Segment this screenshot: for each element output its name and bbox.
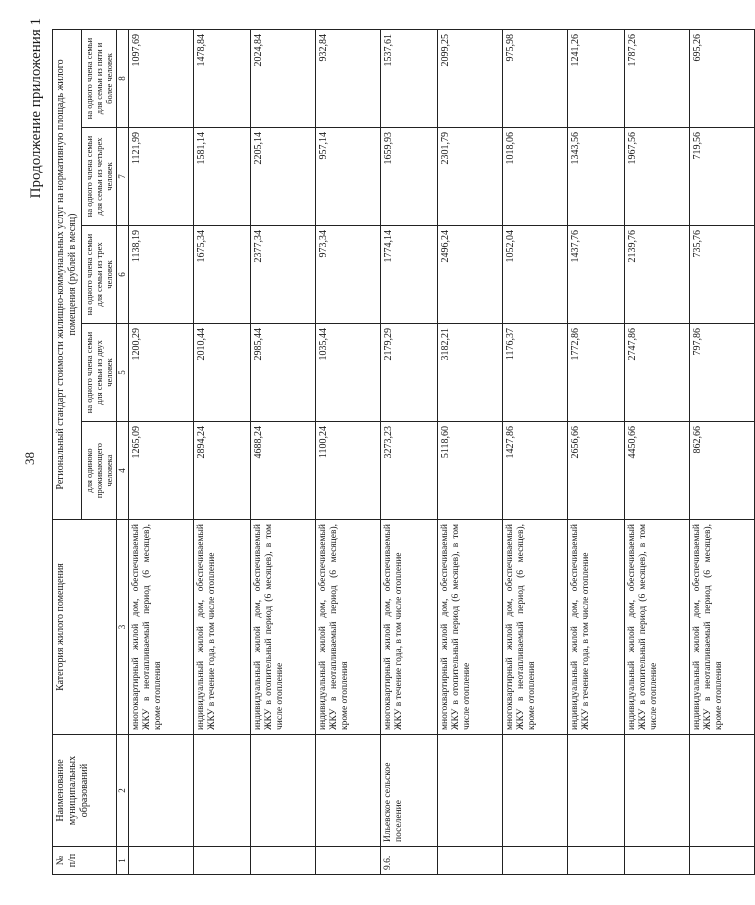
value-single: 862,66 <box>690 422 755 520</box>
row-category: многоквартирный жилой дом, обеспечиваемый ЖКУ в отопительный период (6 месяцев), в том числе отопление <box>438 520 503 735</box>
row-number <box>568 847 625 875</box>
value-family-4: 2205,14 <box>251 128 316 226</box>
tariff-table <box>52 29 755 875</box>
row-municipality <box>129 735 194 847</box>
table-row <box>438 29 503 874</box>
value-single: 2656,66 <box>568 422 625 520</box>
row-category: индивидуальный жилой дом, обеспечиваемый ЖКУ в неотапливаемый период (6 месяцев), кроме отопления <box>316 520 381 735</box>
value-family-4: 1121,99 <box>129 128 194 226</box>
row-number <box>194 847 251 875</box>
table-row <box>316 29 381 874</box>
page-number: 38 <box>22 452 37 465</box>
value-family-3: 2377,34 <box>251 226 316 324</box>
value-family-5plus: 932,84 <box>316 29 381 127</box>
row-category: индивидуальный жилой дом, обеспечиваемый ЖКУ в отопительный период (6 месяцев), в том числе отопление <box>625 520 690 735</box>
subheader-family-3: на одного члена семьи для семьи из трех человек <box>82 226 117 324</box>
table-row <box>381 29 438 874</box>
row-number <box>129 847 194 875</box>
value-family-3: 973,34 <box>316 226 381 324</box>
value-family-4: 1659,93 <box>381 128 438 226</box>
row-municipality <box>251 735 316 847</box>
table-row <box>129 29 194 874</box>
value-single: 1100,24 <box>316 422 381 520</box>
header-standard-group: Региональный стандарт стоимости жилищно-коммунальных услуг на нормативную площадь жилого помещения (рублей в месяц) <box>53 29 82 519</box>
value-single: 1265,09 <box>129 422 194 520</box>
value-family-5plus: 1537,61 <box>381 29 438 127</box>
header-municipality: Наименование муниципальных образований <box>53 735 117 847</box>
value-family-3: 1774,14 <box>381 226 438 324</box>
value-family-2: 1035,44 <box>316 324 381 422</box>
value-family-3: 2139,76 <box>625 226 690 324</box>
row-number <box>503 847 568 875</box>
row-category: индивидуальный жилой дом, обеспечиваемый ЖКУ в течение года, в том числе отопление <box>194 520 251 735</box>
row-number <box>251 847 316 875</box>
header-no: № п/п <box>53 847 117 875</box>
table-row <box>503 29 568 874</box>
row-number <box>625 847 690 875</box>
value-family-2: 2179,29 <box>381 324 438 422</box>
column-index: 1 <box>117 847 129 875</box>
row-number <box>438 847 503 875</box>
value-family-5plus: 695,26 <box>690 29 755 127</box>
row-number: 9.6. <box>381 847 438 875</box>
value-family-5plus: 1478,84 <box>194 29 251 127</box>
column-index: 4 <box>117 422 129 520</box>
row-category: многоквартирный жилой дом, обеспечиваемый ЖКУ в неотапливаемый период (6 месяцев), кроме отопления <box>129 520 194 735</box>
value-family-3: 1437,76 <box>568 226 625 324</box>
column-index: 3 <box>117 520 129 735</box>
subheader-family-5plus: на одного члена семьи для семьи из пяти и более человек <box>82 29 117 127</box>
column-index: 8 <box>117 29 129 127</box>
column-index: 5 <box>117 324 129 422</box>
value-family-4: 1343,56 <box>568 128 625 226</box>
subheader-family-4: на одного члена семьи для семьи из четырех человек <box>82 128 117 226</box>
value-single: 4450,66 <box>625 422 690 520</box>
value-family-5plus: 2099,25 <box>438 29 503 127</box>
value-family-5plus: 975,98 <box>503 29 568 127</box>
value-family-3: 2496,24 <box>438 226 503 324</box>
row-number <box>316 847 381 875</box>
value-family-3: 1052,04 <box>503 226 568 324</box>
value-single: 2894,24 <box>194 422 251 520</box>
table-row <box>690 29 755 874</box>
value-single: 4688,24 <box>251 422 316 520</box>
row-municipality <box>503 735 568 847</box>
row-category: индивидуальный жилой дом, обеспечиваемый ЖКУ в отопительный период (6 месяцев), в том числе отопление <box>251 520 316 735</box>
value-family-2: 2747,86 <box>625 324 690 422</box>
value-single: 3273,23 <box>381 422 438 520</box>
value-family-2: 1772,86 <box>568 324 625 422</box>
value-family-4: 1581,14 <box>194 128 251 226</box>
table-row <box>251 29 316 874</box>
table-row <box>194 29 251 874</box>
value-family-3: 1675,34 <box>194 226 251 324</box>
row-municipality <box>438 735 503 847</box>
value-family-4: 2301,79 <box>438 128 503 226</box>
value-family-2: 1176,37 <box>503 324 568 422</box>
value-family-2: 797,86 <box>690 324 755 422</box>
row-category: индивидуальный жилой дом, обеспечиваемый ЖКУ в течение года, в том числе отопление <box>568 520 625 735</box>
value-family-4: 719,56 <box>690 128 755 226</box>
header-category: Категория жилого помещения <box>53 520 117 735</box>
value-family-5plus: 1097,69 <box>129 29 194 127</box>
row-municipality <box>690 735 755 847</box>
value-family-2: 1200,29 <box>129 324 194 422</box>
row-category: многоквартирный жилой дом, обеспечиваемый ЖКУ в неотапливаемый период (6 месяцев), кроме отопления <box>503 520 568 735</box>
value-family-2: 2985,44 <box>251 324 316 422</box>
value-family-5plus: 2024,84 <box>251 29 316 127</box>
row-category: многоквартирный жилой дом, обеспечиваемый ЖКУ в течение года, в том числе отопление <box>381 520 438 735</box>
value-family-2: 3182,21 <box>438 324 503 422</box>
appendix-label: Продолжение приложения 1 <box>28 18 44 199</box>
row-municipality <box>194 735 251 847</box>
value-family-3: 735,76 <box>690 226 755 324</box>
value-family-4: 1018,06 <box>503 128 568 226</box>
row-municipality <box>316 735 381 847</box>
column-index: 2 <box>117 735 129 847</box>
value-family-4: 957,14 <box>316 128 381 226</box>
column-index-row <box>117 29 129 874</box>
column-index: 7 <box>117 128 129 226</box>
row-number <box>690 847 755 875</box>
row-municipality: Ильевское сельское поселение <box>381 735 438 847</box>
value-family-5plus: 1241,26 <box>568 29 625 127</box>
row-municipality <box>568 735 625 847</box>
value-family-3: 1138,19 <box>129 226 194 324</box>
subheader-single: для одиноко проживающего человека <box>82 422 117 520</box>
value-family-4: 1967,56 <box>625 128 690 226</box>
value-single: 5118,60 <box>438 422 503 520</box>
value-single: 1427,86 <box>503 422 568 520</box>
value-family-5plus: 1787,26 <box>625 29 690 127</box>
row-category: индивидуальный жилой дом, обеспечиваемый ЖКУ в неотапливаемый период (6 месяцев), кроме отопления <box>690 520 755 735</box>
subheader-family-2: на одного члена семьи для семьи из двух человек <box>82 324 117 422</box>
column-index: 6 <box>117 226 129 324</box>
table-row <box>568 29 625 874</box>
row-municipality <box>625 735 690 847</box>
table-row <box>625 29 690 874</box>
value-family-2: 2010,44 <box>194 324 251 422</box>
